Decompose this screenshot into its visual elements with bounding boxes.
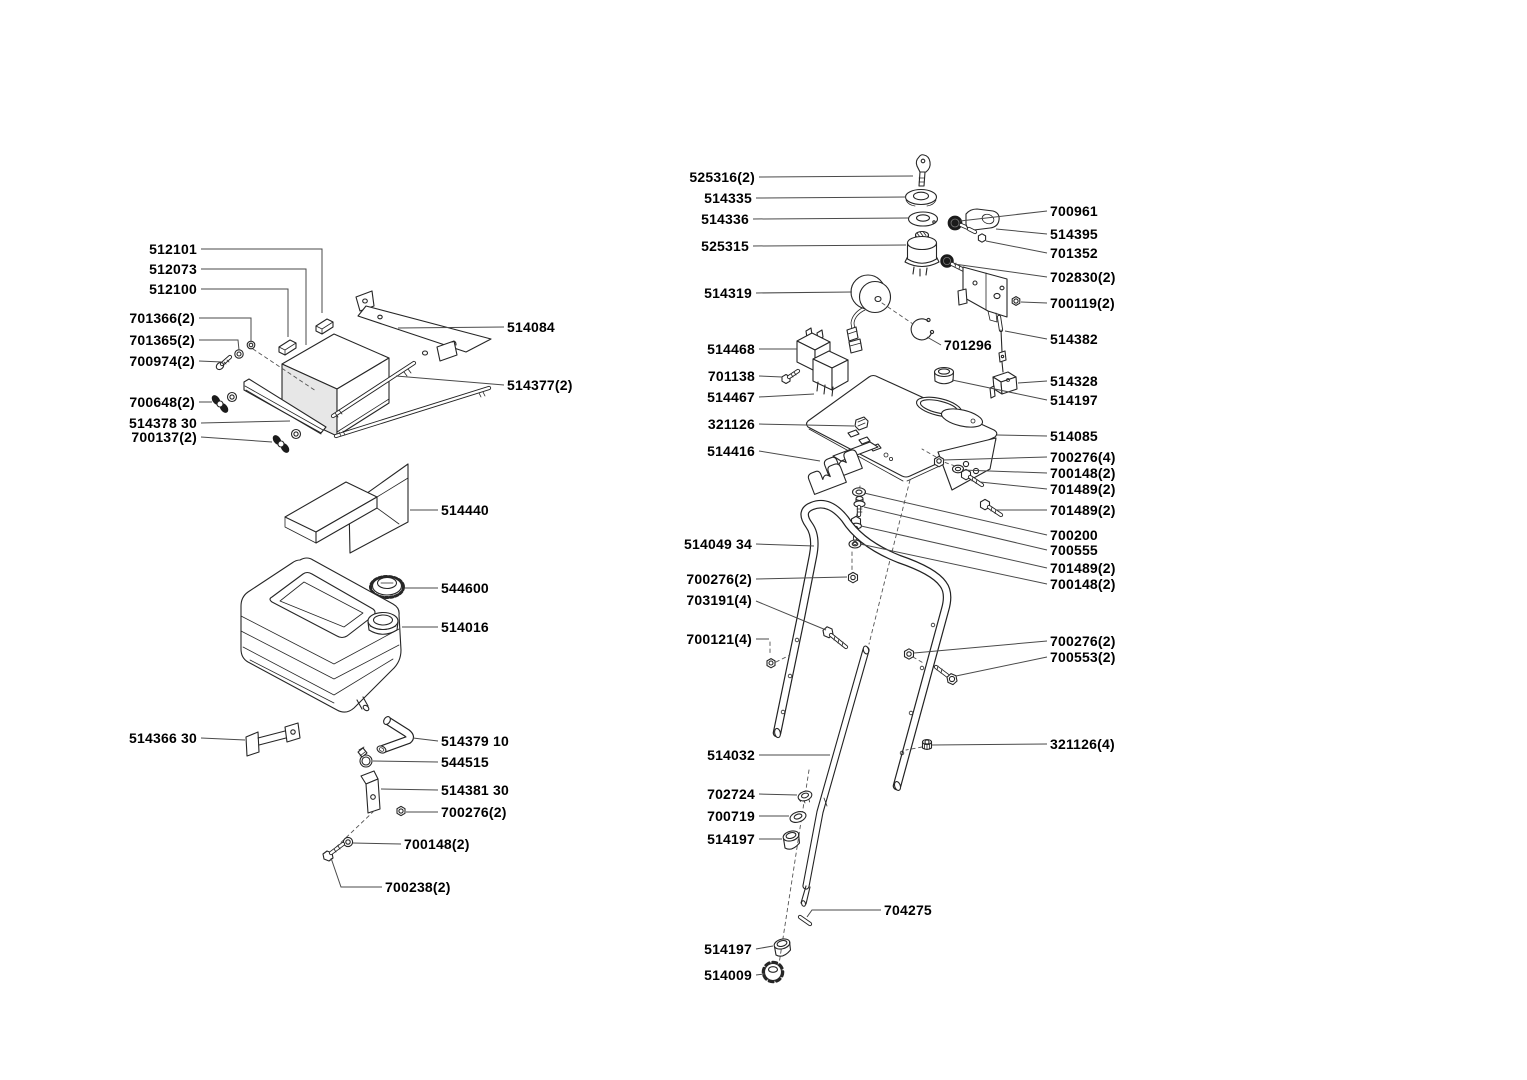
washer-700148-left-drawing: [343, 837, 352, 846]
part-label-702724: 702724: [707, 785, 755, 802]
part-label-514382: 514382: [1050, 330, 1098, 347]
part-label-700961: 700961: [1050, 202, 1098, 219]
leader-line-700276(2): [756, 577, 847, 579]
part-label-700121(4): 700121(4): [686, 630, 752, 647]
leader-line-700974(2): [199, 361, 222, 362]
part-label-514467: 514467: [707, 388, 755, 405]
nut-700276-left-drawing: [397, 806, 405, 815]
hour-meter-514319-drawing: [847, 275, 891, 353]
leader-line-514379 10: [413, 738, 438, 741]
part-label-700148(2): 700148(2): [1050, 575, 1116, 592]
leader-line-514382: [1005, 331, 1047, 339]
leader-line-514378 30: [201, 421, 290, 423]
leader-line-321126(4): [932, 744, 1047, 745]
part-label-700148(2): 700148(2): [1050, 464, 1116, 481]
leader-line-525316(2): [759, 176, 913, 177]
part-label-700276(2): 700276(2): [441, 803, 507, 820]
steering-rod-514032-drawing: [777, 645, 870, 977]
part-label-514049 34: 514049 34: [684, 535, 752, 552]
part-label-700276(2): 700276(2): [686, 570, 752, 587]
leader-line-514416: [759, 451, 820, 461]
part-label-514032: 514032: [707, 746, 755, 763]
leader-line-514319: [756, 292, 852, 293]
part-label-701489(2): 701489(2): [1050, 501, 1116, 518]
part-label-514377(2): 514377(2): [507, 376, 573, 393]
handlebar-514049-drawing: [774, 504, 947, 791]
leader-line-701365(2): [199, 340, 239, 350]
leader-line-514328: [1018, 381, 1047, 383]
part-label-544515: 544515: [441, 753, 489, 770]
part-label-321126: 321126: [707, 415, 755, 432]
leader-line-514366 30: [201, 738, 245, 740]
part-label-514335: 514335: [704, 189, 752, 206]
bracket-514328-drawing: [990, 372, 1017, 398]
part-label-514016: 514016: [441, 618, 489, 635]
part-label-525315: 525315: [701, 237, 749, 254]
mount-bracket-drawing: [958, 267, 1007, 322]
pin-704275-drawing: [800, 917, 810, 924]
nut-700276-handle-left-drawing: [849, 572, 858, 582]
leader-line-700238(2): [331, 858, 382, 887]
screw-702830-drawing: [941, 255, 966, 271]
leader-line-514377(2): [396, 376, 504, 385]
leader-line-700148(2): [353, 843, 401, 844]
snap-ring-701296-drawing: [882, 303, 934, 340]
ring-514336-drawing: [909, 212, 938, 226]
nut-700119-drawing: [1012, 297, 1020, 306]
part-label-514009: 514009: [704, 966, 752, 983]
leader-line-512073: [201, 269, 306, 345]
screw-701138-drawing: [782, 371, 798, 384]
bracket-514381-drawing: [331, 771, 380, 852]
bracket-514366-drawing: [246, 723, 300, 756]
part-label-700200: 700200: [1050, 526, 1098, 543]
nut-700121-drawing: [767, 642, 790, 668]
part-label-514197: 514197: [707, 830, 755, 847]
leader-line-701352: [986, 241, 1047, 253]
part-label-700148(2): 700148(2): [404, 835, 470, 852]
part-label-514085: 514085: [1050, 427, 1098, 444]
grommet-514197-top-drawing: [935, 368, 954, 384]
leader-line-701489(2): [861, 526, 1047, 568]
bolt-700553-drawing: [936, 666, 957, 685]
part-label-700276(4): 700276(4): [1050, 448, 1116, 465]
clamp-544515-drawing: [358, 747, 372, 767]
part-label-514416: 514416: [707, 442, 755, 459]
leader-line-514049 34: [756, 544, 814, 546]
part-label-704275: 704275: [884, 901, 932, 918]
part-label-514379 10: 514379 10: [441, 732, 509, 749]
leader-line-514381 30: [381, 789, 438, 790]
leader-line-700119(2): [1021, 302, 1047, 303]
leader-line-512100: [201, 289, 288, 337]
part-label-700238(2): 700238(2): [385, 878, 451, 895]
part-label-514468: 514468: [707, 340, 755, 357]
part-label-514319: 514319: [704, 284, 752, 301]
leader-line-514336: [753, 218, 908, 219]
leader-line-704275: [807, 910, 881, 917]
part-label-700555: 700555: [1050, 541, 1098, 558]
leader-line-700553(2): [956, 657, 1047, 676]
part-label-700137(2): 700137(2): [131, 428, 197, 445]
cup-514197-bottom-drawing: [773, 937, 791, 956]
nut-700276-handle-right-drawing: [905, 649, 926, 664]
bolt-703191-drawing: [823, 627, 846, 647]
wing-bolt-700137-drawing: [272, 430, 301, 454]
leader-line-700148(2): [860, 544, 1047, 584]
part-label-700119(2): 700119(2): [1050, 294, 1115, 311]
gear-514009-drawing: [763, 962, 783, 982]
leader-line-544515: [373, 761, 438, 762]
leader-line-512101: [201, 249, 322, 313]
leader-line-701366(2): [199, 318, 251, 341]
switch-525315-drawing: [905, 232, 939, 277]
part-label-514440: 514440: [441, 501, 489, 518]
part-label-700719: 700719: [707, 807, 755, 824]
leader-line-700137(2): [201, 437, 272, 442]
leader-line-514395: [996, 229, 1047, 234]
part-label-514197: 514197: [704, 940, 752, 957]
wing-nut-700648-drawing: [211, 393, 237, 414]
pad-512100-drawing: [279, 340, 296, 355]
diagram-line-art: [211, 155, 1020, 982]
part-label-514084: 514084: [507, 318, 555, 335]
part-label-514366 30: 514366 30: [129, 729, 197, 746]
key-525316-drawing: [916, 155, 930, 186]
part-label-701366(2): 701366(2): [129, 309, 195, 326]
leader-line-701489(2): [980, 482, 1047, 489]
leader-line-525315: [753, 245, 906, 246]
part-label-512073: 512073: [149, 260, 197, 277]
leader-line-701138: [759, 376, 782, 377]
pad-512101-drawing: [316, 319, 333, 334]
part-label-512101: 512101: [149, 240, 197, 257]
leader-line-514335: [756, 197, 906, 198]
part-label-544600: 544600: [441, 579, 489, 596]
throttle-lever-514395-drawing: [948, 209, 999, 242]
washer-700719-drawing: [789, 810, 808, 825]
part-label-703191(4): 703191(4): [686, 591, 752, 608]
cable-514382-drawing: [999, 317, 1006, 372]
part-label-701138: 701138: [707, 367, 755, 384]
part-label-514378 30: 514378 30: [129, 414, 197, 431]
leader-line-702724: [759, 794, 797, 795]
part-label-321126(4): 321126(4): [1050, 735, 1115, 752]
part-label-514395: 514395: [1050, 225, 1098, 242]
heat-shield-514440-drawing: [285, 464, 408, 553]
bracket-514416-drawing: [807, 442, 878, 494]
leader-line-701296: [927, 337, 941, 345]
part-label-700553(2): 700553(2): [1050, 648, 1116, 665]
part-label-700276(2): 700276(2): [1050, 632, 1116, 649]
leader-line-514467: [759, 394, 814, 397]
collar-702724-drawing: [797, 789, 813, 803]
part-label-514381 30: 514381 30: [441, 781, 509, 798]
part-label-514328: 514328: [1050, 372, 1098, 389]
part-label-701489(2): 701489(2): [1050, 559, 1116, 576]
part-label-702830(2): 702830(2): [1050, 268, 1116, 285]
hose-514379-drawing: [376, 715, 410, 754]
part-label-700648(2): 700648(2): [129, 393, 195, 410]
bracket-514084-drawing: [356, 291, 491, 361]
part-label-701489(2): 701489(2): [1050, 480, 1116, 497]
part-label-701365(2): 701365(2): [129, 331, 195, 348]
part-label-512100: 512100: [149, 280, 197, 297]
ring-514335-drawing: [906, 190, 937, 207]
bolt-700238-drawing: [323, 844, 343, 861]
leader-line-514197: [756, 946, 773, 949]
part-label-514197: 514197: [1050, 391, 1098, 408]
part-label-525316(2): 525316(2): [689, 168, 755, 185]
part-label-700974(2): 700974(2): [129, 352, 195, 369]
relay-514467-drawing: [813, 351, 848, 396]
leader-line-703191(4): [756, 601, 826, 630]
leader-line-514085: [997, 435, 1047, 436]
part-label-514336: 514336: [701, 210, 749, 227]
part-label-701296: 701296: [944, 336, 992, 353]
part-label-701352: 701352: [1050, 244, 1098, 261]
